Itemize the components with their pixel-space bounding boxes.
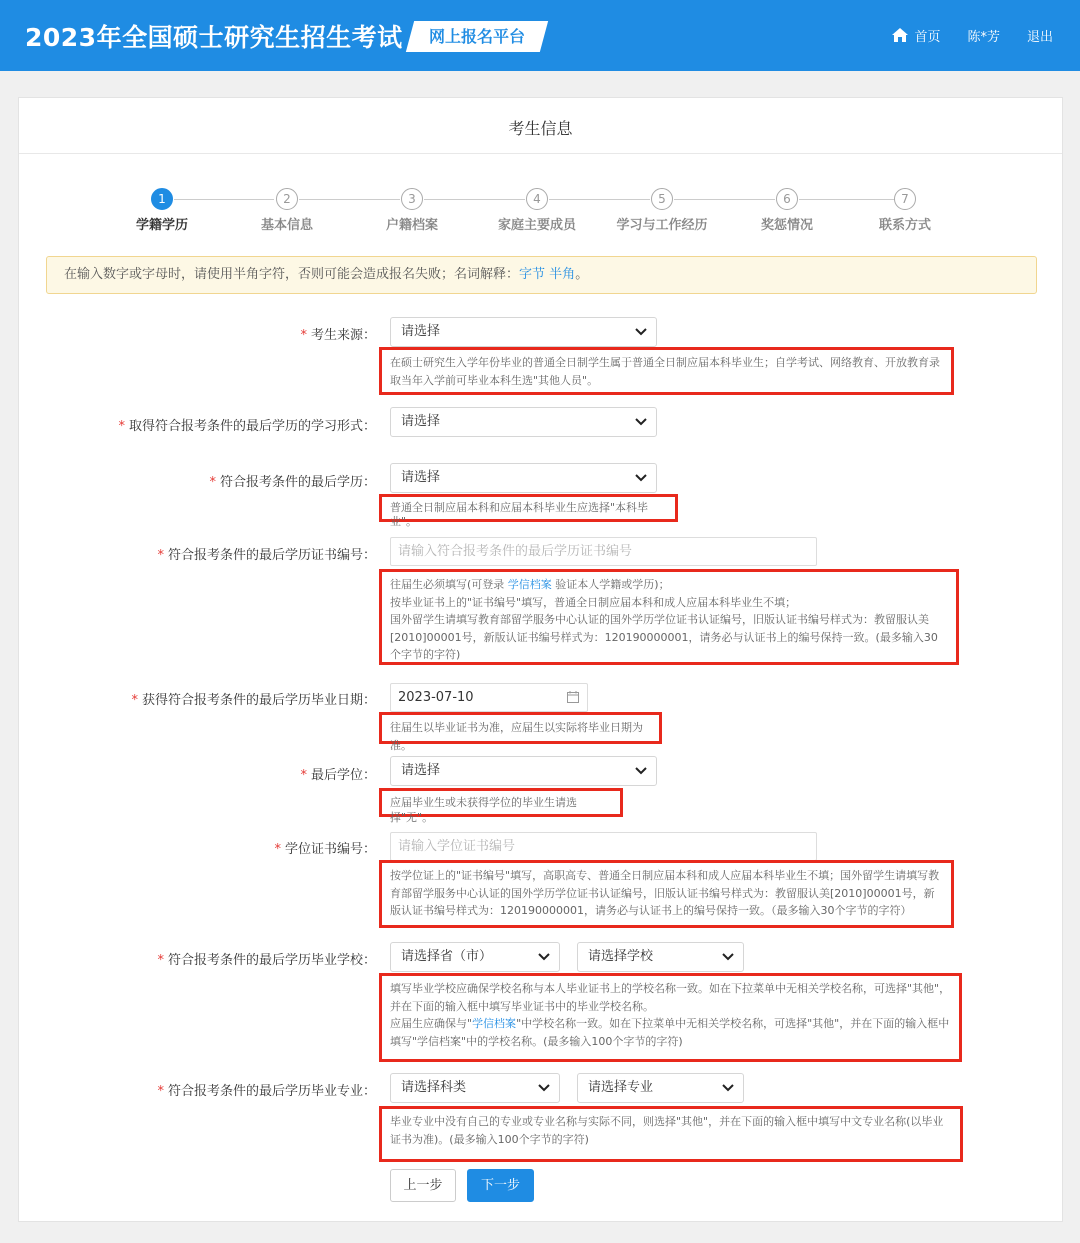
last-edu-select[interactable] — [390, 463, 657, 493]
grad-date-hint-text: 往届生以毕业证书为准，应届生以实际将毕业日期为准。 — [390, 721, 643, 752]
cert-no-label-text: 符合报考条件的最后学历证书编号： — [167, 548, 376, 563]
category-select[interactable] — [390, 1073, 560, 1103]
school-hint-line2 — [390, 1015, 951, 1050]
required-mark: * — [300, 768, 307, 783]
province-select-value: 请选择省（市） — [401, 949, 493, 964]
degree-hint — [379, 788, 623, 824]
notice-end: 。 — [575, 267, 589, 282]
source-label-text: 考生来源： — [310, 328, 376, 343]
step-label: 学习与工作经历 — [616, 218, 708, 233]
card-title: 考生信息 — [508, 119, 573, 138]
chevron-down-icon — [634, 765, 648, 777]
step-label: 学籍学历 — [135, 218, 188, 233]
step-number: 2 — [276, 188, 298, 210]
degree-label — [300, 764, 376, 783]
xuexin-link[interactable]: 学信档案 — [472, 1017, 517, 1030]
major-hint-text: 毕业专业中没有自己的专业或专业名称与实际不同，则选择"其他"，并在下面的输入框中填写中文专业名称(以毕业证书为准)。(最多输入100个字节的字符) — [390, 1115, 944, 1146]
required-mark: * — [157, 953, 164, 968]
cert-no-placeholder: 请输入符合报考条件的最后学历证书编号 — [398, 544, 633, 559]
xuexin-link[interactable]: 学信档案 — [507, 578, 552, 591]
nav-home-link[interactable] — [892, 26, 940, 45]
chevron-down-icon — [634, 326, 648, 338]
step-6[interactable] — [727, 188, 847, 233]
major-label-text: 符合报考条件的最后学历毕业专业： — [167, 1084, 376, 1099]
grad-date-label — [131, 689, 376, 708]
cert-no-label — [157, 544, 376, 563]
step-1[interactable] — [102, 188, 222, 233]
degree-select[interactable] — [390, 756, 657, 786]
cert-no-hint-line2: 按毕业证书上的"证书编号"填写，普通全日制应届本科和成人应届本科毕业生不填； — [390, 595, 797, 609]
cert-no-hint-a: 往届生必须填写(可登录 — [390, 578, 508, 591]
step-progress — [19, 188, 1062, 233]
degree-no-hint — [379, 860, 954, 928]
grad-date-value: 2023-07-10 — [398, 690, 474, 705]
byte-link[interactable]: 字节 — [519, 267, 546, 282]
cert-no-hint — [379, 569, 959, 665]
exam-title: 2023年全国硕士研究生招生考试 — [25, 23, 403, 52]
school-select[interactable] — [577, 942, 744, 972]
school-select-value: 请选择学校 — [588, 949, 654, 964]
degree-no-hint-text: 按学位证上的"证书编号"填写，高职高专、普通全日制应届本科和成人应届本科毕业生不填；国外留学生请填写教育部留学服务中心认证的国外学历学位证书认证编号，旧版认证书编号样式为：教留服认美[2010]00001号，新版认证书编号样式为：120190000001，请务必与认证书上的编号保持一致。（最多输入30个字节的字符） — [390, 869, 940, 917]
cert-no-hint-line1 — [390, 576, 948, 594]
last-edu-hint-text: 普通全日制应届本科和应届本科毕业生应选择"本科毕业"。 — [390, 501, 649, 528]
step-number: 6 — [776, 188, 798, 210]
step-number: 3 — [401, 188, 423, 210]
cert-no-input[interactable] — [390, 537, 817, 566]
province-select[interactable] — [390, 942, 560, 972]
nav-home-label: 首页 — [914, 29, 941, 45]
chevron-down-icon — [721, 951, 735, 963]
source-label — [300, 324, 376, 343]
chevron-down-icon — [537, 951, 551, 963]
step-label: 家庭主要成员 — [497, 218, 576, 233]
half-width-notice — [46, 256, 1037, 294]
school-hint-2a: 应届生应确保与" — [390, 1017, 473, 1030]
major-select-value: 请选择专业 — [588, 1080, 654, 1095]
step-5[interactable] — [602, 188, 722, 233]
student-info-card — [18, 97, 1063, 1222]
step-number: 5 — [651, 188, 673, 210]
degree-no-label-text: 学位证书编号： — [284, 842, 376, 857]
calendar-icon[interactable] — [567, 691, 579, 703]
study-form-select[interactable] — [390, 407, 657, 437]
grad-date-input[interactable] — [390, 683, 588, 712]
required-mark: * — [157, 548, 164, 563]
required-mark: * — [157, 1084, 164, 1099]
step-number: 7 — [894, 188, 916, 210]
source-hint — [379, 347, 954, 395]
required-mark: * — [118, 419, 125, 434]
last-edu-hint — [379, 494, 678, 528]
step-label: 联系方式 — [878, 218, 931, 233]
top-header — [0, 0, 1080, 71]
degree-no-label — [274, 838, 376, 857]
required-mark: * — [274, 842, 281, 857]
source-hint-text: 在硕士研究生入学年份毕业的普通全日制学生属于普通全日制应届本科毕业生；自学考试、网络教育、开放教育录取当年入学前可毕业本科生选"其他人员"。 — [390, 356, 940, 387]
step-label: 基本信息 — [260, 218, 313, 233]
cert-no-hint-b: 验证本人学籍或学历)； — [551, 578, 670, 591]
last-edu-label-text: 符合报考条件的最后学历： — [219, 475, 376, 490]
study-form-label — [118, 415, 376, 434]
school-hint-2b: "中学校名称一致。如在下拉菜单中无相关学校名称，可选择"其他"，并在下面的输入框中填写"学信档案"中的学校名称。(最多输入100个字节的字符) — [390, 1017, 950, 1048]
major-label — [157, 1080, 376, 1099]
home-icon — [892, 28, 908, 42]
major-hint — [379, 1106, 963, 1162]
step-number: 4 — [526, 188, 548, 210]
chevron-down-icon — [537, 1082, 551, 1094]
degree-label-text: 最后学位： — [310, 768, 376, 783]
required-mark: * — [131, 693, 138, 708]
school-label-text: 符合报考条件的最后学历毕业学校： — [167, 953, 376, 968]
step-7[interactable] — [845, 188, 965, 233]
degree-no-placeholder: 请输入学位证书编号 — [398, 839, 516, 854]
school-hint-line1: 填写毕业学校应确保学校名称与本人毕业证书上的学校名称一致。如在下拉菜单中无相关学校名称，可选择"其他"，并在下面的输入框中填写毕业证书中的毕业学校名称。 — [390, 982, 951, 1013]
chevron-down-icon — [634, 472, 648, 484]
chevron-down-icon — [634, 416, 648, 428]
notice-text: 在输入数字或字母时，请使用半角字符，否则可能会造成报名失败；名词解释： — [64, 267, 520, 282]
prev-button[interactable]: 上一步 — [390, 1169, 456, 1202]
card-header — [19, 98, 1062, 154]
source-select[interactable] — [390, 317, 657, 347]
step-number: 1 — [151, 188, 173, 210]
half-width-link[interactable]: 半角 — [549, 267, 576, 282]
nav-logout-link[interactable]: 退出 — [1026, 29, 1053, 45]
major-select[interactable] — [577, 1073, 744, 1103]
degree-hint-text: 应届毕业生或未获得学位的毕业生请选择"无"。 — [390, 796, 577, 824]
required-mark: * — [300, 328, 307, 343]
chevron-down-icon — [721, 1082, 735, 1094]
step-label: 户籍档案 — [385, 218, 438, 233]
school-label — [157, 949, 376, 968]
study-form-select-value: 请选择 — [401, 414, 441, 429]
study-form-label-text: 取得符合报考条件的最后学历的学习形式： — [128, 419, 376, 434]
grad-date-label-text: 获得符合报考条件的最后学历毕业日期： — [141, 693, 376, 708]
degree-no-input[interactable] — [390, 832, 817, 861]
last-edu-label — [209, 471, 376, 490]
step-3[interactable] — [352, 188, 472, 233]
last-edu-select-value: 请选择 — [401, 470, 441, 485]
school-hint — [379, 973, 962, 1062]
next-button[interactable]: 下一步 — [467, 1169, 534, 1202]
required-mark: * — [209, 475, 216, 490]
source-select-value: 请选择 — [401, 324, 441, 339]
step-label: 奖惩情况 — [760, 218, 813, 233]
platform-badge — [406, 21, 548, 52]
top-nav — [892, 24, 1080, 46]
cert-no-hint-line3: 国外留学生请填写教育部留学服务中心认证的国外学历学位证书认证编号，旧版认证书编号样式为：教留服认美[2010]00001号，新版认证书编号样式为：120190000001，请务必与认证书上的编号保持一致。(最多输入30个字节的字符) — [390, 613, 938, 661]
nav-user-name[interactable]: 陈*芳 — [967, 29, 1000, 45]
degree-select-value: 请选择 — [401, 763, 441, 778]
step-2[interactable] — [227, 188, 347, 233]
platform-label: 网上报名平台 — [428, 27, 525, 46]
category-select-value: 请选择科类 — [401, 1080, 467, 1095]
step-4[interactable] — [477, 188, 597, 233]
grad-date-hint — [379, 712, 662, 752]
